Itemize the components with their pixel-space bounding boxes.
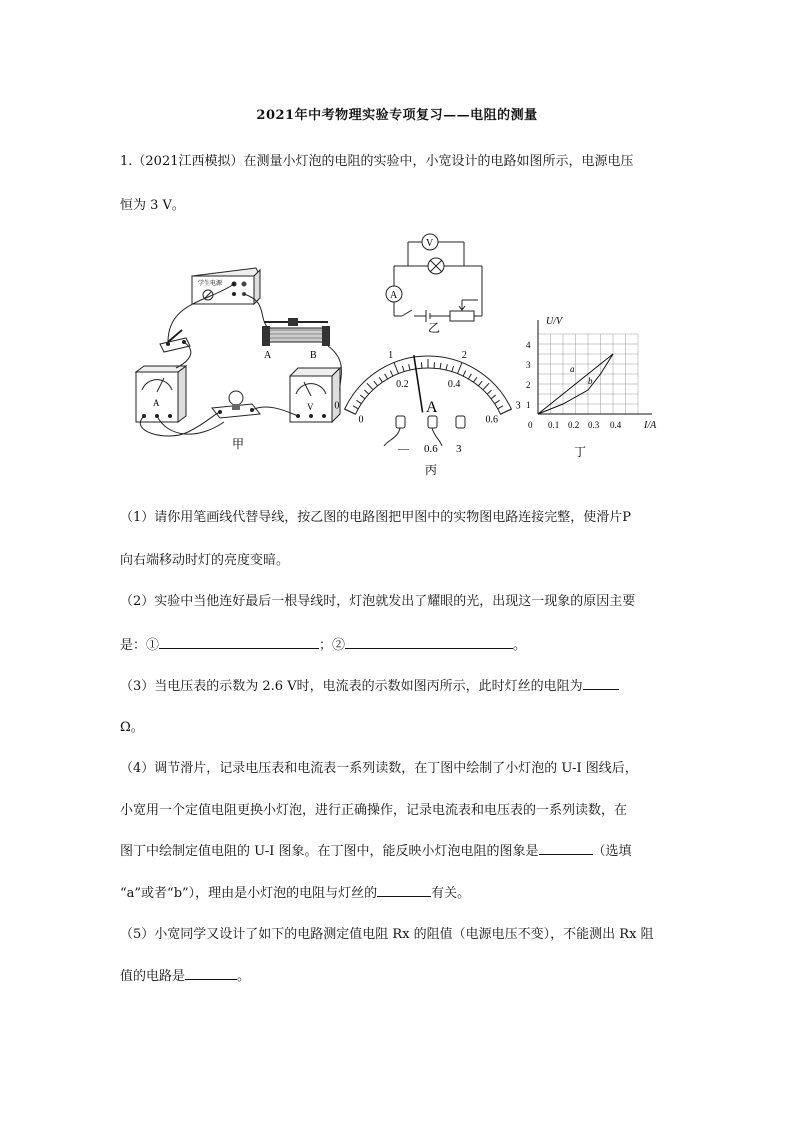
q1-part1-line2: 向右端移动时灯的亮度变暗。 — [120, 553, 290, 568]
q1-part3-line1 — [120, 675, 690, 694]
graph-x-label: I/A — [644, 420, 657, 431]
q1-part5-line1: （5）小宽同学又设计了如下的电路测定值电阻 Rx 的阻值（电源电压不变），不能测出 Rx 阻 — [120, 927, 654, 942]
figure-yi-caption: 乙 — [428, 321, 441, 335]
ammeter-symbol-letter: A — [390, 290, 398, 301]
dial-meter-letter: A — [426, 399, 438, 416]
power-label: 学生电源 — [198, 281, 223, 287]
voltmeter-letter: V — [307, 402, 314, 412]
dial-inner-label: 0 — [358, 414, 364, 426]
rheostat — [262, 318, 330, 361]
x-tick-0-4: 0.4 — [610, 420, 622, 430]
dial-inner-label: 0.4 — [447, 378, 461, 390]
part5-text-a: 值的电路是 — [120, 969, 186, 984]
x-tick-0-1: 0.1 — [548, 420, 560, 430]
q1-stem-line2: 恒为 3 V。 — [120, 198, 185, 213]
q1-part2-line2 — [120, 634, 690, 653]
ammeter-physical — [136, 366, 186, 422]
part4-text-a: 图丁中绘制定值电阻的 U-I 图象。在丁图中，能反映小灯泡电阻的图象是 — [120, 844, 539, 859]
power-supply — [192, 268, 260, 304]
part3-text: （3）当电压表的示数为 2.6 V时，电流表的示数如图丙所示，此时灯丝的电阻为 — [120, 679, 583, 694]
answer-blank-circuit[interactable] — [185, 966, 237, 980]
part2-separator: ；② — [319, 638, 346, 653]
terminal-3: 3 — [456, 443, 462, 455]
answer-blank-graph[interactable] — [539, 841, 593, 855]
y-tick-1: 1 — [526, 400, 531, 410]
ui-graph — [538, 320, 652, 414]
x-tick-0: 0 — [528, 420, 533, 430]
dial-outer-label: 3 — [515, 400, 521, 412]
part4-text-c: “a”或者“b”），理由是小灯泡的电阻与灯丝的 — [120, 886, 378, 901]
answer-blank-reason-2[interactable] — [345, 635, 513, 649]
q1-stem-line1: 1.（2021江西模拟）在测量小灯泡的电阻的实验中，小宽设计的电路如图所示，电源电压 — [120, 154, 634, 169]
page-title: 2021年中考物理实验专项复习——电阻的测量 — [256, 108, 538, 123]
q1-part3-line2: Ω。 — [120, 720, 144, 735]
figure-bing — [334, 330, 521, 478]
answer-blank-factor[interactable] — [377, 883, 431, 897]
q1-part4-line1: （4）调节滑片，记录电压表和电流表一系列读数，在丁图中绘制了小灯泡的 U-I 图线后， — [120, 761, 638, 776]
figure-yi — [378, 228, 490, 335]
switch — [160, 330, 190, 352]
part5-text-b: 。 — [237, 969, 251, 984]
curve-a-label: a — [570, 364, 575, 374]
dial-outer-label: 2 — [461, 350, 467, 362]
rheostat-label-a: A — [264, 350, 272, 361]
part2-prefix: 是：① — [120, 638, 160, 653]
figure-ding — [522, 312, 662, 462]
part4-text-d: 有关。 — [431, 886, 471, 901]
terminal-negative: — — [398, 443, 409, 455]
figure-jia-caption: 甲 — [232, 437, 245, 451]
y-tick-3: 3 — [526, 360, 531, 370]
q1-part5-line2 — [120, 965, 690, 984]
dial-outer-label: 1 — [388, 350, 394, 362]
curve-b-label: b — [588, 376, 593, 386]
part4-text-b: （选填 — [592, 844, 632, 859]
terminal-0-6: 0.6 — [424, 443, 438, 455]
answer-blank-resistance[interactable] — [583, 676, 619, 690]
answer-blank-reason-1[interactable] — [159, 635, 319, 649]
dial-inner-label: 0.6 — [485, 414, 498, 426]
q1-part4-line2: 小宽用一个定值电阻更换小灯泡，进行正确操作，记录电流表和电压表的一系列读数，在 — [120, 803, 628, 818]
q1-part4-line4 — [120, 882, 690, 901]
graph-y-label: U/V — [546, 316, 563, 327]
rheostat-label-b: B — [310, 350, 317, 361]
dial-inner-label: 0.2 — [396, 378, 409, 390]
voltmeter-symbol-letter: V — [426, 238, 434, 249]
ammeter-letter: A — [153, 398, 160, 408]
ammeter-terminals — [384, 416, 465, 446]
y-tick-2: 2 — [526, 380, 531, 390]
q1-part4-line3 — [120, 840, 690, 859]
bulb-physical — [212, 391, 260, 418]
x-tick-0-2: 0.2 — [568, 420, 580, 430]
figure-jia — [128, 262, 358, 462]
x-tick-0-3: 0.3 — [588, 420, 600, 430]
figure-ding-caption: 丁 — [574, 445, 587, 459]
q1-part2-line1: （2）实验中当他连好最后一根导线时，灯泡就发出了耀眼的光，出现这一现象的原因主要 — [120, 594, 636, 609]
lamp-symbol — [428, 258, 444, 274]
voltmeter-physical — [290, 368, 340, 422]
q1-part1-line1: （1）请你用笔画线代替导线，按乙图的电路图把甲图中的实物图电路连接完整，使滑片P — [120, 510, 632, 525]
part2-end: 。 — [513, 638, 527, 653]
y-tick-4: 4 — [526, 340, 531, 350]
figure-bing-caption: 丙 — [425, 463, 438, 477]
dial-outer-label: 0 — [334, 400, 340, 412]
